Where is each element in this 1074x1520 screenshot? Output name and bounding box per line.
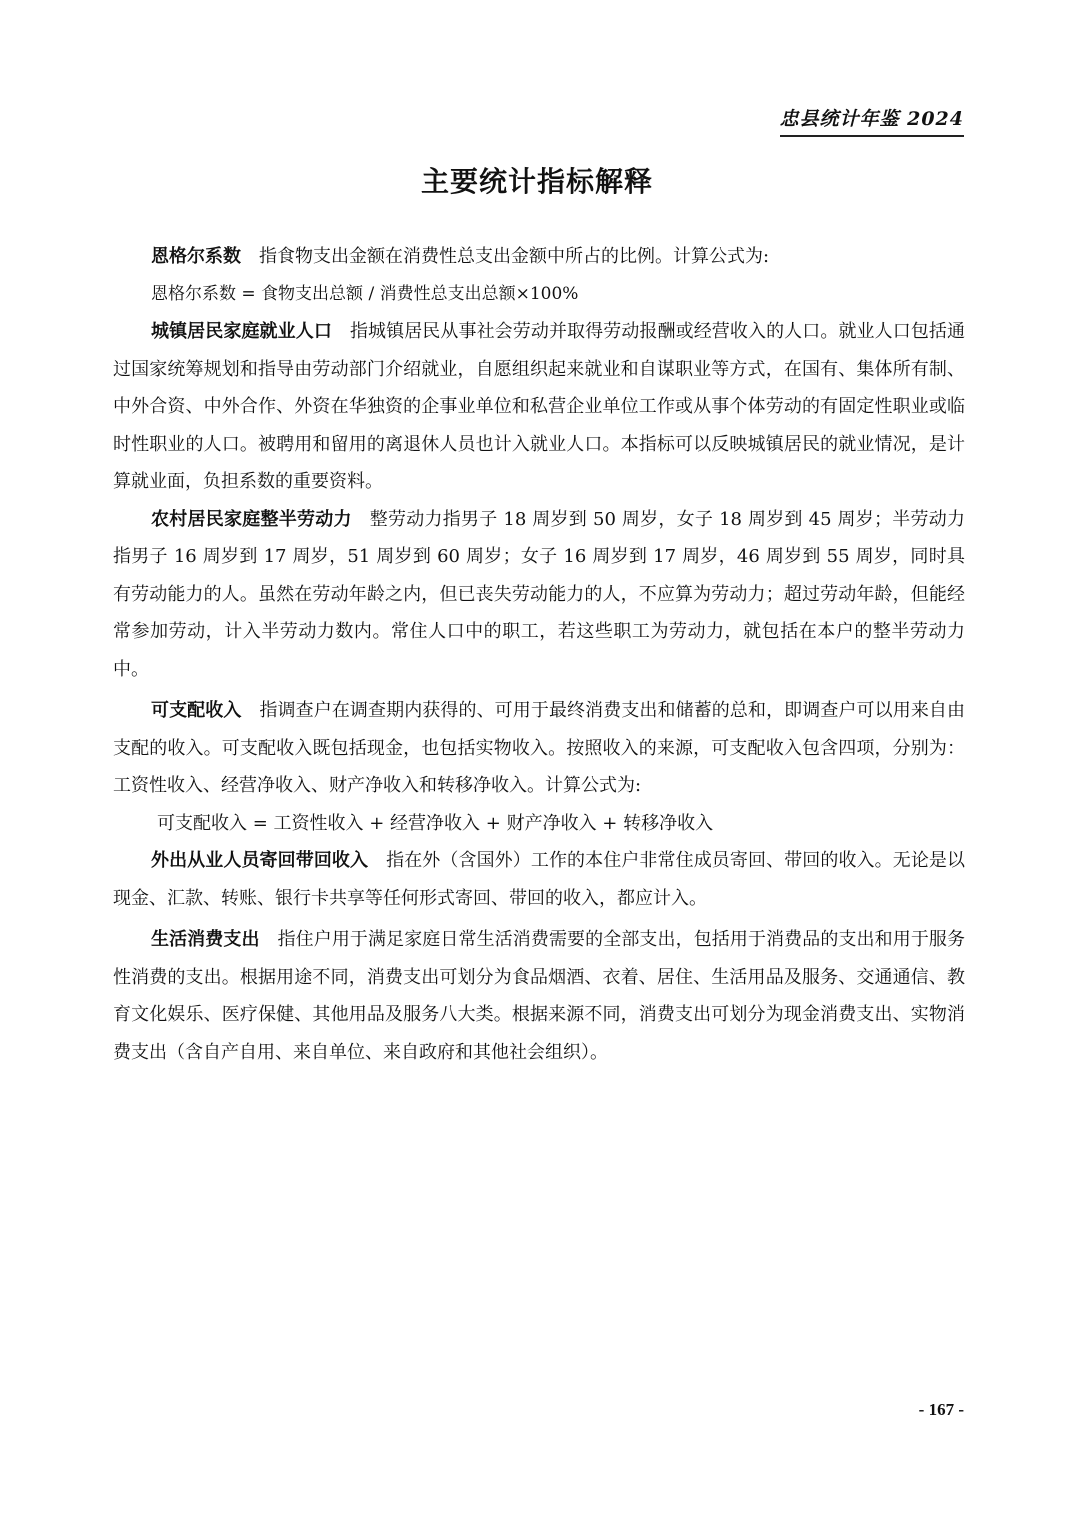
term-definition: 指住户用于满足家庭日常生活消费需要的全部支出，包括用于消费品的支出和用于服务性消费的支出。根据用途不同，消费支出可划分为食品烟酒、衣着、居住、生活用品及服务、交通通信、教育文化娱乐、医疗保健、其他用品及服务八大类。根据来源不同，消费支出可划分为现金消费支出、实物消费支出（含自产自用、来自单位、来自政府和其他社会组织）。 xyxy=(113,929,966,1063)
formula-disposable-income: 可支配收入 = 工资性收入 + 经营净收入 + 财产净收入 + 转移净收入 xyxy=(157,812,714,834)
paragraph-remittance xyxy=(113,842,965,917)
page-title: 主要统计指标解释 xyxy=(420,165,653,198)
yearbook-header: 忠县统计年鉴 2024 xyxy=(780,104,965,137)
paragraph-engel xyxy=(113,238,965,276)
term-label: 可支配收入 xyxy=(151,700,242,721)
term-definition: 指城镇居民从事社会劳动并取得劳动报酬或经营收入的人口。就业人口包括通过国家统筹规划和指导由劳动部门介绍就业，自愿组织起来就业和自谋职业等方式，在国有、集体所有制、中外合资、中外合作、外资在华独资的企事业单位和私营企业单位工作或从事个体劳动的有固定性职业或临时性职业的人口。被聘用和留用的离退休人员也计入就业人口。本指标可以反映城镇居民的就业情况，是计算就业面，负担系数的重要资料。 xyxy=(113,321,966,492)
document-body xyxy=(113,238,965,1071)
page-number: - 167 - xyxy=(918,1400,964,1419)
term-definition: 整劳动力指男子 18 周岁到 50 周岁，女子 18 周岁到 45 周岁；半劳动力指男子 16 周岁到 17 周岁，51 周岁到 60 周岁；女子 16 周岁到 17 周岁，46 周岁到 55 周岁，同时具有劳动能力的人。虽然在劳动年龄之内，但已丧失劳动能力的人，不应算为劳动力；超过劳动年龄，但能经常参加劳动，计入半劳动力数内。常住人口中的职工，若这些职工为劳动力，就包括在本户的整半劳动力中。 xyxy=(113,508,966,680)
paragraph-disposable-income xyxy=(113,692,965,805)
term-definition: 指食物支出金额在消费性总支出金额中所占的比例。计算公式为: xyxy=(259,246,770,267)
formula-engel: 恩格尔系数 = 食物支出总额 / 消费性总支出总额×100% xyxy=(151,283,579,304)
paragraph-labor xyxy=(113,501,965,689)
paragraph-consumption xyxy=(113,921,965,1071)
term-label: 外出从业人员寄回带回收入 xyxy=(151,850,369,871)
term-label: 生活消费支出 xyxy=(151,929,260,950)
term-definition: 指调查户在调查期内获得的、可用于最终消费支出和储蓄的总和，即调查户可以用来自由支配的收入。可支配收入既包括现金，也包括实物收入。按照收入的来源，可支配收入包含四项，分别为：工资性收入、经营净收入、财产净收入和转移净收入。计算公式为: xyxy=(113,700,965,796)
term-label: 城镇居民家庭就业人口 xyxy=(151,321,332,342)
term-label: 农村居民家庭整半劳动力 xyxy=(151,508,352,530)
paragraph-employment xyxy=(113,313,965,501)
term-label: 恩格尔系数 xyxy=(151,246,241,267)
term-definition: 指在外（含国外）工作的本住户非常住成员寄回、带回的收入。无论是以现金、汇款、转账、银行卡共享等任何形式寄回、带回的收入，都应计入。 xyxy=(113,850,966,909)
